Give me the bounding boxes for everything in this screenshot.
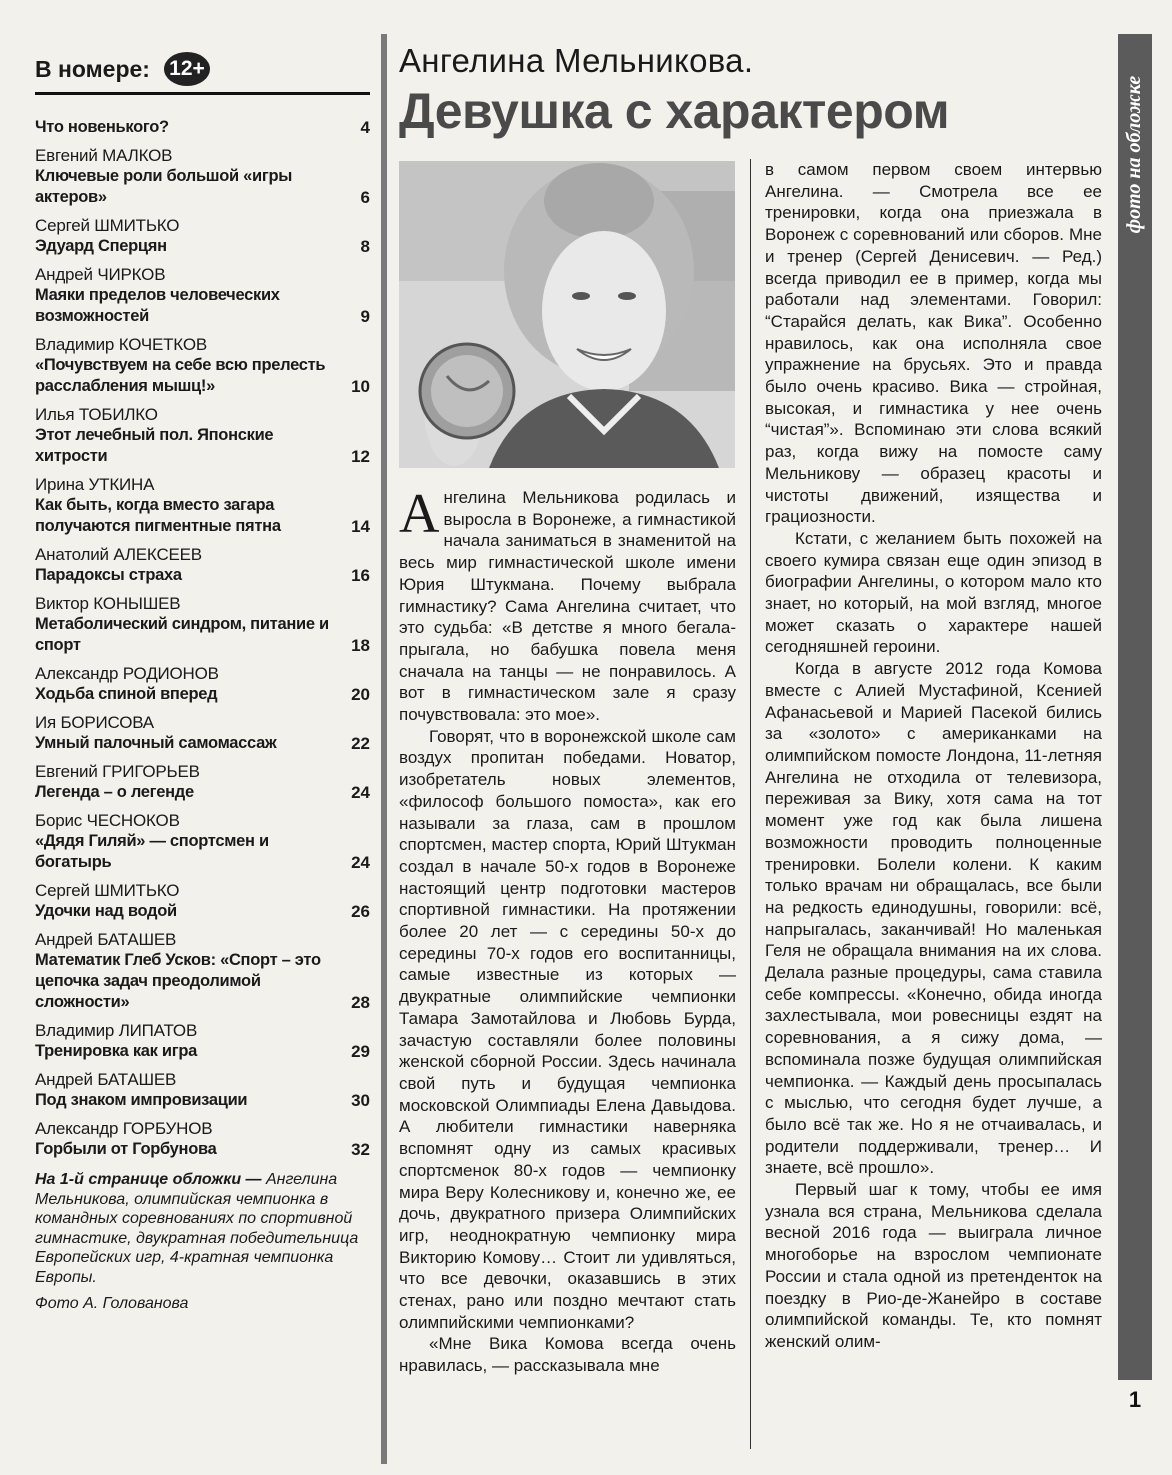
contents-title: В номере: xyxy=(35,55,150,82)
drop-cap: А xyxy=(399,483,440,545)
cover-note-lead: На 1-й странице обложки — xyxy=(35,1171,262,1188)
contents-item-row xyxy=(35,901,370,922)
article-paragraph: Первый шаг к тому, чтобы ее имя узнала вся страна, Мельникова сделала весной 2016 года — выиграла личное многоборье на взрослом чемпионате России и стала одной из претенденток на поездку в Рио-де-Жанейро в составе олимпийской команды. Те, кто помнят женский олим- xyxy=(765,1180,1102,1351)
contents-item-title: Этот лечебный пол. Японские хитрости xyxy=(35,426,274,465)
contents-item-title: Метаболический синдром, питание и спорт xyxy=(35,615,329,654)
contents-item-row xyxy=(35,495,370,537)
contents-item-page: 9 xyxy=(360,307,370,326)
contents-item xyxy=(35,929,370,1013)
contents-item xyxy=(35,215,370,257)
contents-list xyxy=(35,117,370,1160)
contents-item-row xyxy=(35,355,370,397)
contents-item-author: Ирина УТКИНА xyxy=(35,475,155,494)
contents-item xyxy=(35,264,370,327)
contents-item-row xyxy=(35,1139,370,1160)
contents-item-author: Андрей БАТАШЕВ xyxy=(35,1070,177,1089)
article-headline: Девушка с характером xyxy=(399,83,950,139)
contents-item-row xyxy=(35,117,370,138)
contents-item-page: 8 xyxy=(360,237,370,256)
contents-item xyxy=(35,712,370,754)
athlete-photo xyxy=(399,161,735,468)
athlete-with-medal-image xyxy=(399,161,735,468)
contents-item-author: Владимир КОЧЕТКОВ xyxy=(35,335,207,354)
contents-item-row xyxy=(35,733,370,754)
contents-item-title: Умный палочный самомассаж xyxy=(35,734,277,752)
contents-item-row xyxy=(35,614,370,656)
column-divider xyxy=(381,34,387,1464)
contents-item-row xyxy=(35,1090,370,1111)
contents-item xyxy=(35,761,370,803)
article-subject-name: Ангелина Мельникова. xyxy=(399,42,754,79)
contents-item-title: «Почувствуем на себе всю прелесть расслабления мышц!» xyxy=(35,356,326,395)
article-paragraph: Говорят, что в воронежской школе сам воздух пропитан победами. Новатор, изобретатель новых элементов, «философ большого помоста», как его называли за глаза, сам в прошлом спортсмен, мастер спорта, Юрий Штукман создал в начале 50-х годов в Воронеже настоящий центр подготовки мастеров спортивной гимнастики. На протяжении более 20 лет — с середины 50-х до середины 70-х годов его воспитанницы, самые известные из которых — двукратные олимпийские чемпионки Тамара Замотайлова и Любовь Бурда, зачастую составляли более половины женской сборной России. Здесь начинала свой путь и будущая чемпионка московской Олимпиады Елена Давыдова. А любители гимнастики наверняка вспомнят одну из самых красивых спортсменок 80-х годов — чемпионку мира Веру Колесникову и, конечно же, ее дочь, двукратного призера Олимпийских игр, неоднократную чемпионку мира Викторию Комову… Стоит ли удивляться, что все девочки, оказавшись в этих стенах, рано или поздно мечтают стать олимпийскими чемпионками? xyxy=(399,726,736,1332)
article-column-rule xyxy=(750,159,751,1449)
photo-credit: Фото А. Голованова xyxy=(35,1295,189,1312)
contents-item-title: «Дядя Гиляй» — спортсмен и богатырь xyxy=(35,832,269,871)
contents-item-author: Сергей ШМИТЬКО xyxy=(35,881,180,900)
side-label xyxy=(1118,34,1152,274)
contents-item xyxy=(35,1118,370,1160)
contents-item-page: 28 xyxy=(351,993,370,1012)
contents-item-author: Анатолий АЛЕКСЕЕВ xyxy=(35,545,202,564)
contents-item-page: 32 xyxy=(351,1140,370,1159)
contents-item xyxy=(35,663,370,705)
contents-item-author: Ия БОРИСОВА xyxy=(35,713,154,732)
contents-item-page: 4 xyxy=(360,118,370,137)
contents-item xyxy=(35,880,370,922)
contents-item xyxy=(35,810,370,873)
contents-item-title: Под знаком импровизации xyxy=(35,1091,248,1109)
contents-item-page: 24 xyxy=(351,853,370,872)
contents-item xyxy=(35,1069,370,1111)
contents-item-title: Ходьба спиной вперед xyxy=(35,685,218,703)
contents-item-page: 30 xyxy=(351,1091,370,1110)
cover-note xyxy=(35,1170,370,1287)
contents-item-author: Александр РОДИОНОВ xyxy=(35,664,219,683)
article-paragraph: «Мне Вика Комова всегда очень нравилась, — рассказывала мне xyxy=(399,1334,736,1376)
contents-item-page: 24 xyxy=(351,783,370,802)
contents-item-page: 26 xyxy=(351,902,370,921)
contents-item-author: Евгений ГРИГОРЬЕВ xyxy=(35,762,200,781)
contents-item-author: Андрей БАТАШЕВ xyxy=(35,930,177,949)
contents-item-row xyxy=(35,166,370,208)
page-number: 1 xyxy=(1118,1380,1152,1420)
contents-item-page: 20 xyxy=(351,685,370,704)
contents-item-page: 29 xyxy=(351,1042,370,1061)
contents-item-row xyxy=(35,1041,370,1062)
contents-item xyxy=(35,334,370,397)
contents-item xyxy=(35,117,370,138)
contents-item-title: Легенда – о легенде xyxy=(35,783,194,801)
contents-item-title: Ключевые роли большой «игры актеров» xyxy=(35,167,293,206)
contents-item xyxy=(35,544,370,586)
contents-item-title: Горбыли от Горбунова xyxy=(35,1140,217,1158)
contents-item-author: Евгений МАЛКОВ xyxy=(35,146,173,165)
contents-item-title: Что новенького? xyxy=(35,118,169,136)
article-lead-paragraph xyxy=(399,483,736,726)
contents-item-row xyxy=(35,425,370,467)
contents-item-page: 10 xyxy=(351,377,370,396)
contents-item-author: Борис ЧЕСНОКОВ xyxy=(35,811,180,830)
contents-item-row xyxy=(35,285,370,327)
contents-item-title: Эдуард Сперцян xyxy=(35,237,167,255)
contents-item-page: 22 xyxy=(351,734,370,753)
contents-item-row xyxy=(35,782,370,803)
contents-item-page: 18 xyxy=(351,636,370,655)
contents-item-author: Александр ГОРБУНОВ xyxy=(35,1119,213,1138)
contents-item-page: 12 xyxy=(351,447,370,466)
article-column-1 xyxy=(399,483,736,1437)
contents-item xyxy=(35,145,370,208)
age-rating-badge: 12+ xyxy=(164,52,210,86)
cover-note-text: Ангелина Мельникова, олимпийская чемпионка в командных соревнованиях по спортивной гимнастике, двукратная победительница Европейских игр, 4-кратная чемпионка Европы. xyxy=(35,1171,359,1286)
contents-item-author: Сергей ШМИТЬКО xyxy=(35,216,180,235)
side-label-text: фото на обложке xyxy=(1123,75,1146,233)
contents-item-title: Как быть, когда вместо загара получаются пигментные пятна xyxy=(35,496,281,535)
contents-item-title: Удочки над водой xyxy=(35,902,177,920)
contents-item-author: Виктор КОНЫШЕВ xyxy=(35,594,181,613)
article-paragraph: Кстати, с желанием быть похожей на своего кумира связан еще один эпизод в биографии Ангелины, о котором мало кто знает, но который, на мой взгляд, многое может сказать о характере нашей сегодняшней героини. xyxy=(765,528,1102,657)
contents-item-row xyxy=(35,684,370,705)
contents-item-title: Парадоксы страха xyxy=(35,566,182,584)
contents-item-author: Илья ТОБИЛКО xyxy=(35,405,158,424)
article-column-2 xyxy=(765,159,1102,1439)
article-paragraph: в самом первом своем интервью Ангелина. — Смотрела все ее тренировки, когда она приезжала в Воронеж с соревнований или сборов. Мне и тренер (Сергей Денисевич. — Ред.) всегда приводил ее в пример, когда мы работали над элементами. Говорил: “Старайся делать, как Вика”. Особенно нравилось, как она исполняла свое упражнение на брусьях. Это и правда было очень красиво. Вика — стройная, высокая, и гимнастика у нее очень “чистая”». Вспоминаю эти слова всякий раз, когда вижу на помосте саму Мельникову — образец красоты и чистоты движений, изящества и грациозности. xyxy=(765,160,1102,527)
article-paragraph: Когда в августе 2012 года Комова вместе с Алией Мустафиной, Ксенией Афанасьевой и Марией Пасекой бились за «золото» с американками на олимпийском помосте Лондона, 11-летняя Ангелина не отходила от телевизора, переживая за Вику, хотя сама на тот момент уже год как была лишена возможности проводить полноценные тренировки. Болели колени. К каким только врачам ни обращалась, все были на редкость единодушны, говорили: всё, напрыгалась, заканчивай! Но маленькая Геля не обращала внимания на их слова. Делала разные процедуры, сама ставила себе компрессы. «Конечно, обида иногда захлестывала, мои ровесницы ездят на соревнования, а я сижу дома, — вспоминала позже будущая олимпийская чемпионка. — Каждый день просыпалась с мыслью, что сегодня будет лучше, а было всё так же. Но я не отчаивалась, и родители поддерживали, тренер… И знаете, всё прошло». xyxy=(765,659,1102,1178)
contents-item-author: Владимир ЛИПАТОВ xyxy=(35,1021,198,1040)
contents-item xyxy=(35,593,370,656)
contents-item-author: Андрей ЧИРКОВ xyxy=(35,265,166,284)
contents-item-page: 14 xyxy=(351,517,370,536)
contents-item xyxy=(35,404,370,467)
contents-panel xyxy=(35,52,370,1313)
contents-item-title: Маяки пределов человеческих возможностей xyxy=(35,286,280,325)
contents-item-row xyxy=(35,950,370,1013)
contents-item-title: Тренировка как игра xyxy=(35,1042,197,1060)
article-paragraph-text: нгелина Мельникова родилась и выросла в Воронеже, а гимнастикой начала заниматься в знаменитой на весь мир гимнастической школе имени Юрия Штукмана. Почему выбрала гимнастику? Сама Ангелина считает, что это судьба: «В детстве я много бегала-прыгала, но бабушка повела меня сначала на танцы — не понравилось. А вот в гимнастическом зале я сразу почувствовала: это мое». xyxy=(399,488,736,725)
contents-item-row xyxy=(35,236,370,257)
contents-item-title: Математик Глеб Усков: «Спорт – это цепочка задач преодолимой сложности» xyxy=(35,951,321,1011)
contents-item-page: 6 xyxy=(360,188,370,207)
contents-header xyxy=(35,52,370,95)
contents-item-row xyxy=(35,565,370,586)
contents-item-page: 16 xyxy=(351,566,370,585)
contents-item xyxy=(35,474,370,537)
contents-item xyxy=(35,1020,370,1062)
contents-item-row xyxy=(35,831,370,873)
